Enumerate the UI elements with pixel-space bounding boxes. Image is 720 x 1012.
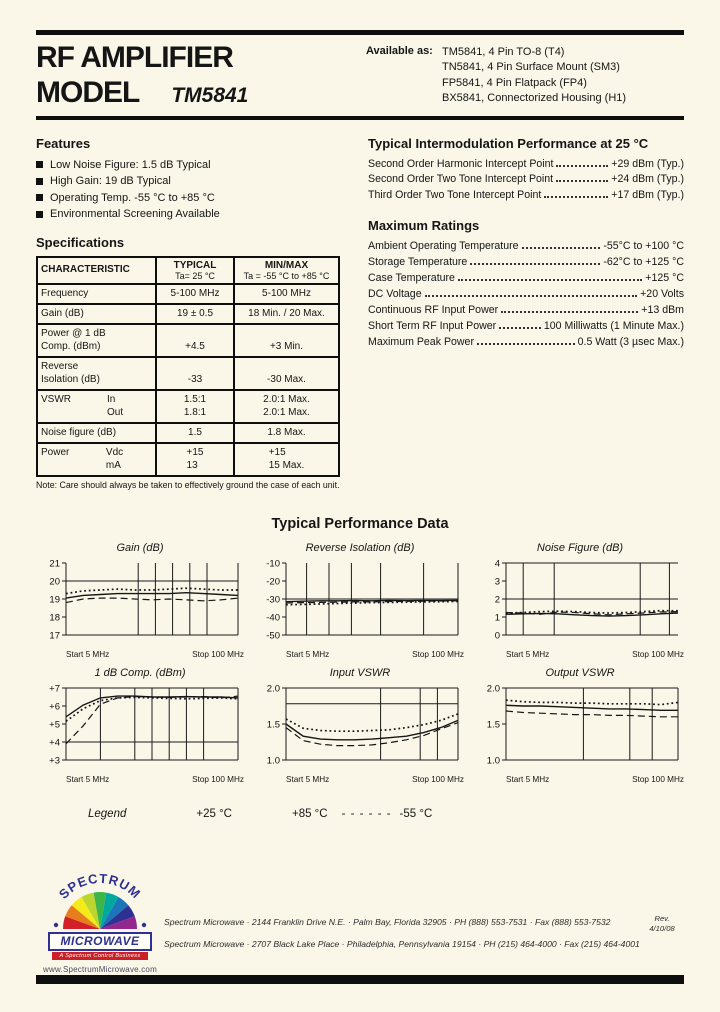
header <box>36 41 684 110</box>
chart-x-stop-label: Stop 100 MHz <box>632 649 684 659</box>
spec-line-value: 0.5 Watt (3 µsec Max.) <box>577 335 684 348</box>
cell-typical: +15 13 <box>155 444 233 475</box>
chart-plot <box>476 555 684 647</box>
cell-typical: 1.5:1 1.8:1 <box>155 391 233 422</box>
col-header-typical-cond: Ta= 25 °C <box>175 270 215 281</box>
table-row <box>38 356 338 389</box>
bottom-bar <box>36 975 684 984</box>
dot-leader <box>544 196 608 198</box>
spec-note: Note: Care should always be taken to effectively ground the case of each unit. <box>36 479 340 490</box>
cell-minmax: 1.8 Max. <box>233 424 338 442</box>
cell-characteristic: Power @ 1 dB Comp. (dBm) <box>41 327 106 352</box>
col-header-typical: TYPICAL <box>173 259 217 271</box>
logo-tagline: A Spectrum Control Business <box>52 952 148 960</box>
spec-line-value: +13 dBm <box>641 303 684 316</box>
table-row <box>38 422 338 442</box>
svg-text:-10: -10 <box>266 557 280 569</box>
cell-characteristic: Noise figure (dB) <box>41 426 117 438</box>
spec-line <box>368 335 684 351</box>
dot-leader <box>477 343 575 345</box>
chart-title: Reverse Isolation (dB) <box>305 541 415 554</box>
svg-text:1.0: 1.0 <box>486 754 500 766</box>
performance-heading: Typical Performance Data <box>271 515 449 532</box>
svg-text:-20: -20 <box>266 575 280 587</box>
col-header-minmax-cond: Ta = -55 °C to +85 °C <box>243 270 330 281</box>
chart <box>256 667 464 784</box>
spec-line-value: 100 Milliwatts (1 Minute Max.) <box>543 319 684 332</box>
svg-text:1.0: 1.0 <box>266 754 280 766</box>
model-number: TM5841 <box>171 83 249 107</box>
dot-leader <box>499 327 541 329</box>
row-sublabels: In Out <box>107 393 124 418</box>
legend <box>88 808 684 820</box>
table-row <box>38 303 338 323</box>
address-line-2: Spectrum Microwave · 2707 Black Lake Place · Philadelphia, Pennsylvania 19154 · PH (215) 464-4000 · Fax (215) 464-4001 <box>164 939 640 950</box>
spec-line-value: +17 dBm (Typ.) <box>611 189 684 202</box>
svg-text:3: 3 <box>494 575 500 587</box>
svg-text:1.5: 1.5 <box>266 718 280 730</box>
table-row <box>38 442 338 475</box>
spec-line-value: +20 Volts <box>640 287 684 300</box>
spectrum-logo <box>36 872 164 974</box>
legend-item-m55c: -55 °C <box>399 807 433 820</box>
max-ratings-list <box>368 239 684 350</box>
address-block <box>164 872 640 974</box>
available-as-item: FP5841, 4 Pin Flatpack (FP4) <box>442 76 587 89</box>
cell-typical: 5-100 MHz <box>155 285 233 303</box>
chart-title: Noise Figure (dB) <box>536 541 624 554</box>
address-line-1: Spectrum Microwave · 2144 Franklin Drive N.E. · Palm Bay, Florida 32905 · PH (888) 553-7531 · Fax (888) 553-7532 <box>164 917 611 927</box>
chart-title: Gain (dB) <box>116 541 164 554</box>
max-ratings-heading: Maximum Ratings <box>368 218 480 234</box>
spec-line-value: +29 dBm (Typ.) <box>611 157 684 170</box>
svg-text:-30: -30 <box>266 593 280 605</box>
spec-line-label: Storage Temperature <box>368 256 468 269</box>
specs-table <box>36 256 340 477</box>
spec-line <box>368 255 684 271</box>
legend-title: Legend <box>88 807 127 820</box>
feature-text: Low Noise Figure: 1.5 dB Typical <box>50 158 211 171</box>
feature-item <box>36 206 358 223</box>
dot-leader <box>470 263 600 265</box>
feature-text: Operating Temp. -55 °C to +85 °C <box>50 191 215 204</box>
svg-text:-50: -50 <box>266 629 280 641</box>
dot-leader <box>556 180 608 182</box>
spec-line-value: -62°C to +125 °C <box>603 256 684 269</box>
svg-text:17: 17 <box>49 629 60 641</box>
spec-line <box>368 188 684 204</box>
svg-text:-40: -40 <box>266 611 280 623</box>
specs-heading: Specifications <box>36 234 125 250</box>
svg-text:1: 1 <box>494 611 500 623</box>
spec-line <box>368 271 684 287</box>
specs-table-header <box>38 258 338 283</box>
website-url: www.SpectrumMicrowave.com <box>43 965 157 974</box>
spec-line <box>368 157 684 173</box>
chart-x-start-label: Start 5 MHz <box>506 774 550 784</box>
spec-line-label: Continuous RF Input Power <box>368 303 499 316</box>
cell-minmax: +3 Min. <box>233 325 338 356</box>
spec-line-label: Second Order Harmonic Intercept Point <box>368 157 554 170</box>
chart-x-stop-label: Stop 100 MHz <box>192 774 244 784</box>
svg-text:0: 0 <box>494 629 500 641</box>
cell-typical: -33 <box>155 358 233 389</box>
spec-line-label: Ambient Operating Temperature <box>368 240 519 253</box>
cell-characteristic: VSWR In Out <box>41 393 124 418</box>
available-as-list <box>442 45 626 110</box>
spec-line <box>368 239 684 255</box>
header-rule <box>36 116 684 120</box>
table-row <box>38 323 338 356</box>
square-bullet-icon <box>36 161 43 168</box>
chart <box>476 667 684 784</box>
specs-table-body <box>38 283 338 475</box>
svg-text:21: 21 <box>49 557 60 569</box>
chart <box>36 542 244 659</box>
chart-x-start-label: Start 5 MHz <box>506 649 550 659</box>
row-sublabels: Vdc mA <box>105 446 124 471</box>
available-as-item: TN5841, 4 Pin Surface Mount (SM3) <box>442 61 620 74</box>
dot-leader <box>425 295 638 297</box>
chart-plot <box>256 555 464 647</box>
cell-typical: +4.5 <box>155 325 233 356</box>
features-heading: Features <box>36 135 91 151</box>
spec-line-value: +24 dBm (Typ.) <box>611 173 684 186</box>
feature-text: Environmental Screening Available <box>50 208 220 220</box>
page-title-line2: MODEL <box>36 75 140 109</box>
available-as-item: TM5841, 4 Pin TO-8 (T4) <box>442 46 565 58</box>
intermod-heading: Typical Intermodulation Performance at 25 °C <box>368 135 649 151</box>
chart-x-stop-label: Stop 100 MHz <box>412 649 464 659</box>
page-title: RF AMPLIFIER <box>36 41 233 74</box>
cell-minmax: -30 Max. <box>233 358 338 389</box>
dot-leader <box>522 247 601 249</box>
available-as-item: BX5841, Connectorized Housing (H1) <box>442 91 627 104</box>
table-row <box>38 389 338 422</box>
dot-leader <box>501 311 638 313</box>
chart <box>36 667 244 784</box>
chart-x-start-label: Start 5 MHz <box>286 649 330 659</box>
dot-leader <box>458 279 642 281</box>
chart-plot <box>36 555 244 647</box>
cell-minmax: 5-100 MHz <box>233 285 338 303</box>
cell-typical: 19 ± 0.5 <box>155 305 233 323</box>
legend-item-85c: +85 °C <box>291 807 328 820</box>
spec-line <box>368 287 684 303</box>
feature-text: High Gain: 19 dB Typical <box>50 175 171 187</box>
chart-plot <box>476 680 684 772</box>
cell-characteristic: Gain (dB) <box>41 307 84 319</box>
spec-line-value: -55°C to +100 °C <box>603 240 684 253</box>
svg-text:19: 19 <box>49 593 60 605</box>
cell-characteristic: Reverse Isolation (dB) <box>41 360 100 385</box>
spec-line-label: Second Order Two Tone Intercept Point <box>368 173 554 186</box>
chart-x-start-label: Start 5 MHz <box>66 774 110 784</box>
spec-line-value: +125 °C <box>645 271 684 284</box>
cell-minmax: 2.0:1 Max. 2.0:1 Max. <box>233 391 338 422</box>
spec-line-label: Short Term RF Input Power <box>368 319 497 332</box>
chart-plot <box>36 680 244 772</box>
cell-characteristic: Power Vdc mA <box>41 446 124 471</box>
spec-line <box>368 303 684 319</box>
cell-typical: 1.5 <box>155 424 233 442</box>
chart-x-stop-label: Stop 100 MHz <box>192 649 244 659</box>
svg-text:+6: +6 <box>49 700 60 712</box>
col-header-characteristic: CHARACTERISTIC <box>41 263 130 275</box>
spec-line-label: DC Voltage <box>368 287 422 300</box>
svg-text:2.0: 2.0 <box>486 682 500 694</box>
logo-arc-text: SPECTRUM <box>55 872 144 902</box>
chart-title: Input VSWR <box>329 666 391 679</box>
cell-minmax: +15 15 Max. <box>233 444 338 475</box>
svg-text:+3: +3 <box>49 754 60 766</box>
svg-text:20: 20 <box>49 575 60 587</box>
svg-text:+7: +7 <box>49 682 60 694</box>
square-bullet-icon <box>36 194 43 201</box>
svg-text:+5: +5 <box>49 718 60 730</box>
rainbow-fan-icon <box>48 872 152 932</box>
square-bullet-icon <box>36 178 43 185</box>
chart-x-start-label: Start 5 MHz <box>66 649 110 659</box>
spec-line <box>368 319 684 335</box>
features-list <box>36 157 358 223</box>
feature-item <box>36 173 358 190</box>
cell-minmax: 18 Min. / 20 Max. <box>233 305 338 323</box>
revision-text: Rev. 4/10/08 <box>649 914 675 933</box>
svg-text:2: 2 <box>494 593 500 605</box>
chart <box>476 542 684 659</box>
feature-item <box>36 157 358 174</box>
charts-row-1 <box>36 542 684 659</box>
svg-text:18: 18 <box>49 611 60 623</box>
chart-x-stop-label: Stop 100 MHz <box>412 774 464 784</box>
col-header-minmax: MIN/MAX <box>264 259 309 271</box>
square-bullet-icon <box>36 211 43 218</box>
logo-name: MICROWAVE <box>48 932 152 951</box>
legend-dash-sample: - - - - - - <box>341 807 392 820</box>
dot-leader <box>556 165 608 167</box>
footer <box>36 872 684 974</box>
cell-characteristic: Frequency <box>41 287 89 299</box>
intermod-list <box>368 157 684 205</box>
svg-text:+4: +4 <box>49 736 60 748</box>
chart-title: Output VSWR <box>545 666 615 679</box>
spec-line-label: Maximum Peak Power <box>368 335 474 348</box>
available-as-label: Available as: <box>366 45 433 57</box>
feature-item <box>36 190 358 207</box>
chart <box>256 542 464 659</box>
chart-x-start-label: Start 5 MHz <box>286 774 330 784</box>
spec-line-label: Third Order Two Tone Intercept Point <box>368 189 542 202</box>
svg-text:2.0: 2.0 <box>266 682 280 694</box>
chart-plot <box>256 680 464 772</box>
chart-title: 1 dB Comp. (dBm) <box>94 666 186 679</box>
legend-item-25c: +25 °C <box>196 807 232 820</box>
svg-text:4: 4 <box>494 557 500 569</box>
spec-line-label: Case Temperature <box>368 271 455 284</box>
chart-x-stop-label: Stop 100 MHz <box>632 774 684 784</box>
table-row <box>38 283 338 303</box>
spec-line <box>368 172 684 188</box>
svg-text:1.5: 1.5 <box>486 718 500 730</box>
top-rule <box>36 30 684 35</box>
charts-row-2 <box>36 667 684 784</box>
